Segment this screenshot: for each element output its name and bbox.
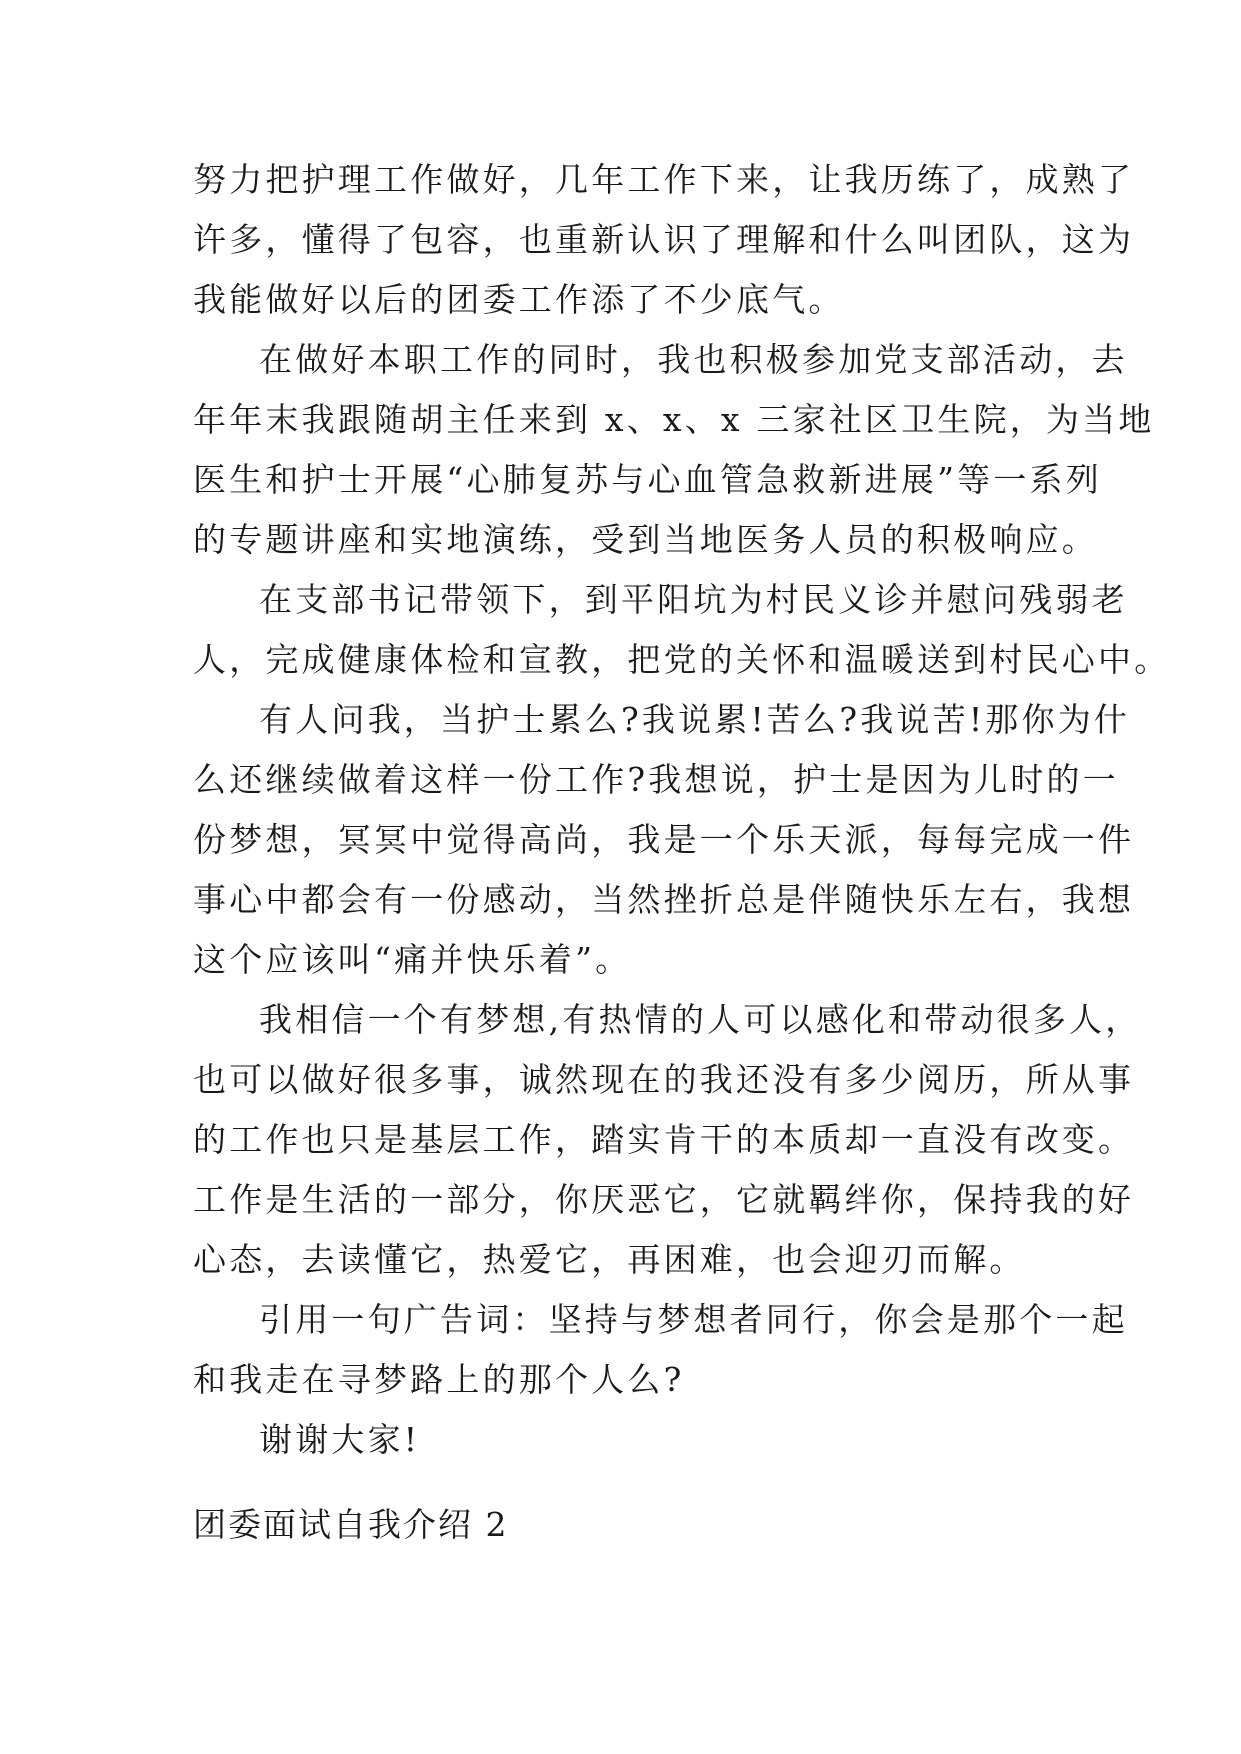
text-line: 的专题讲座和实地演练，受到当地医务人员的积极响应。 xyxy=(193,520,1098,559)
section-heading: 团委面试自我介绍 2 xyxy=(193,1505,509,1544)
text-line: 我能做好以后的团委工作添了不少底气。 xyxy=(193,280,845,319)
paragraph-start-line: 引用一句广告词：坚持与梦想者同行，你会是那个一起 xyxy=(259,1300,1128,1339)
text-line: 工作是生活的一部分，你厌恶它，它就羁绊你，保持我的好 xyxy=(193,1180,1135,1219)
text-line: 也可以做好很多事，诚然现在的我还没有多少阅历，所从事 xyxy=(193,1060,1135,1099)
text-line: 事心中都会有一份感动，当然挫折总是伴随快乐左右，我想 xyxy=(193,880,1135,919)
text-line: 人，完成健康体检和宣教，把党的关怀和温暖送到村民心中。 xyxy=(193,640,1171,679)
paragraph-start-line: 有人问我，当护士累么?我说累!苦么?我说苦!那你为什 xyxy=(259,700,1131,739)
text-line: 份梦想，冥冥中觉得高尚，我是一个乐天派，每每完成一件 xyxy=(193,820,1135,859)
text-line: 心态，去读懂它，热爱它，再困难，也会迎刃而解。 xyxy=(193,1240,1026,1279)
text-line: 年年末我跟随胡主任来到 x、x、x 三家社区卫生院，为当地 xyxy=(193,400,1155,439)
paragraph-start-line: 我相信一个有梦想,有热情的人可以感化和带动很多人， xyxy=(259,1000,1142,1039)
document-body xyxy=(193,150,1171,1470)
text-line: 和我走在寻梦路上的那个人么? xyxy=(193,1360,685,1399)
text-line: 这个应该叫“痛并快乐着”。 xyxy=(193,940,632,979)
closing-line: 谢谢大家! xyxy=(259,1420,421,1459)
paragraph-start-line: 在支部书记带领下，到平阳坑为村民义诊并慰问残弱老 xyxy=(259,580,1128,619)
text-line: 许多，懂得了包容，也重新认识了理解和什么叫团队，这为 xyxy=(193,220,1135,259)
paragraph-start-line: 在做好本职工作的同时，我也积极参加党支部活动，去 xyxy=(259,340,1128,379)
text-line: 么还继续做着这样一份工作?我想说，护士是因为儿时的一 xyxy=(193,760,1119,799)
text-line: 医生和护士开展“心肺复苏与心血管急救新进展”等一系列 xyxy=(193,460,1102,499)
text-line: 的工作也只是基层工作，踏实肯干的本质却一直没有改变。 xyxy=(193,1120,1135,1159)
text-line: 努力把护理工作做好，几年工作下来，让我历练了，成熟了 xyxy=(193,160,1135,199)
